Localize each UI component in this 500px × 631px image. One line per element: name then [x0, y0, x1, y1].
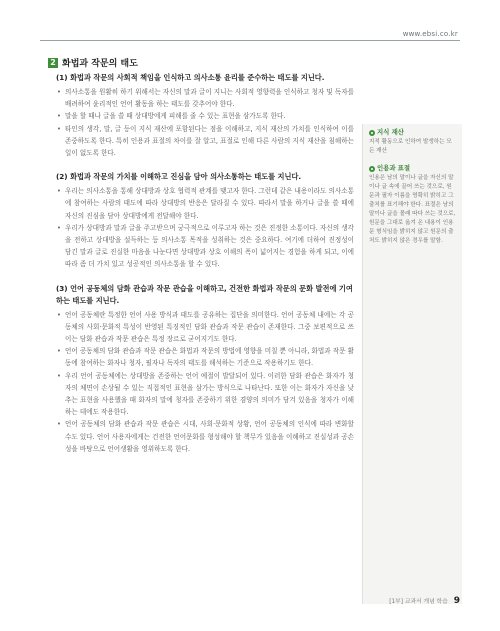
list-item: • 언어 공동체의 담화 관습과 작문 관습은 화법과 작문의 방법에 영향을 미칠 뿐 아니라, 화법과 작문 활동에 참여하는 화자나 청자, 필자나 독자의 태도를 해석하는 기준으로 작용하기도 한다.: [56, 345, 354, 369]
list-item: • 타인의 생각, 말, 글 등이 지식 재산에 포함된다는 점을 이해하고, 지식 재산의 가치를 인식하여 이를 존중하도록 한다. 특히 인용과 표절의 차이를 잘 알고, 표절로 인해 다른 사람의 지식 재산을 침해하는 일이 없도록 한다.: [56, 123, 354, 160]
list-item: • 우리 언어 공동체에는 상대방을 존중하는 언어 예절이 발달되어 있다. 이러한 담화 관습은 화자가 청자의 체면이 손상될 수 있는 직접적인 표현을 삼가는 방식으로 나타난다. 또한 이는 화자가 자신을 낮추는 표현을 사용했을 때 화자의 말에 청자를 존중하기 위한 겸양의 의미가 담겨 있음을 청자가 이해하는 데에도 작용한다.: [56, 370, 354, 419]
list-item: • 우리는 의사소통을 통해 상대방과 상호 협력적 관계를 맺고자 한다. 그런데 같은 내용이라도 의사소통에 참여하는 사람의 태도에 따라 상대방의 반응은 달라질 수 있다. 따라서 말을 하거나 글을 쓸 때에 자신의 진심을 담아 상대방에게 전달해야 한다.: [56, 185, 354, 222]
sidebar-divider: [362, 124, 363, 604]
page-footer: [389, 596, 460, 606]
header-divider: [40, 40, 460, 41]
list-item: • 언어 공동체란 특정한 언어 사용 방식과 태도를 공유하는 집단을 의미한다. 언어 공동체 내에는 각 공동체의 사회·문화적 특성이 반영된 특징적인 담화 관습과 작문 관습이 존재한다. 그중 보편적으로 쓰이는 담화 관습과 작문 관습은 특정 장르로 굳어지기도 한다.: [56, 309, 354, 346]
list-item: • 우리가 상대방과 말과 글을 주고받으며 궁극적으로 이루고자 하는 것은 진정한 소통이다. 자신의 생각을 전하고 상대방을 설득하는 등 의사소통 목적을 성취하는 것은 중요하다. 여기에 더하여 진정성이 담긴 말과 글로 진실한 마음을 나눈다면 상대방과 상호 이해의 폭이 넓어지는 경험을 하게 되고, 이에 따라 좀 더 가치 있고 성공적인 의사소통을 할 수 있다.: [56, 222, 354, 271]
main-content: [56, 72, 354, 455]
bullet-list: [56, 86, 354, 159]
note-title-text: 인용과 표절: [377, 164, 411, 172]
list-item: • 말을 할 때나 글을 쓸 때 상대방에게 피해를 줄 수 있는 표현을 삼가도록 한다.: [56, 110, 354, 122]
note-title-text: 지식 재산: [377, 128, 404, 136]
note-body: 지적 활동으로 인하여 발생하는 모든 재산: [369, 139, 452, 154]
section-number-badge: 2: [48, 58, 58, 68]
list-item: • 언어 공동체의 담화 관습과 작문 관습은 시대, 사회·문화적 상황, 언어 공동체의 인식에 따라 변화할 수도 있다. 언어 사용자에게는 건전한 언어문화를 형성해야 할 책무가 있음을 이해하고 진실성과 공손성을 바탕으로 언어생활을 영위하도록 한다.: [56, 418, 354, 455]
subsection-heading: (3) 언어 공동체의 담화 관습과 작문 관습을 이해하고, 건전한 화법과 작문의 문화 발전에 기여하는 태도를 지닌다.: [56, 283, 353, 305]
page-number: 9: [453, 596, 460, 606]
note-title: [369, 128, 457, 137]
note-bullet-icon: [369, 130, 375, 136]
list-item: • 의사소통을 원활히 하기 위해서는 자신의 말과 글이 지니는 사회적 영향력을 인식하고 청자 및 독자를 배려하여 윤리적인 언어 활동을 하는 태도를 갖추어야 한다.: [56, 86, 354, 110]
note-body: 인용은 남의 말이나 글을 자신의 말이나 글 속에 끌어 쓰는 것으로, 원문과 필자 이름을 명확히 밝히고 그 출처를 표기해야 한다. 표절은 남의 말이나 글을 몰래 따다 쓰는 것으로, 원문을 그대로 옮겨 온 내용이 인용문 형식임을 밝히지 않고 원문의 출처도 밝히지 않은 경우를 말함.: [369, 175, 456, 244]
note-title: [369, 164, 457, 173]
sidebar-note-citation: [369, 164, 457, 246]
site-url[interactable]: www.ebsi.co.kr: [402, 30, 458, 38]
section-title: 화법과 작문의 태도: [62, 59, 138, 69]
subsection-heading: (2) 화법과 작문의 가치를 이해하고 진심을 담아 의사소통하는 태도를 지닌다.: [56, 172, 302, 182]
sidebar-note-ip: [369, 128, 457, 156]
bullet-list: [56, 309, 354, 455]
section-heading: [48, 56, 138, 69]
note-bullet-icon: [369, 166, 375, 172]
subsection-heading: (1) 화법과 작문의 사회적 책임을 인식하고 의사소통 윤리를 준수하는 태도를 지닌다.: [56, 73, 325, 82]
bullet-list: [56, 185, 354, 270]
footer-label: [1부] 교과서 개념 학습: [389, 599, 448, 605]
